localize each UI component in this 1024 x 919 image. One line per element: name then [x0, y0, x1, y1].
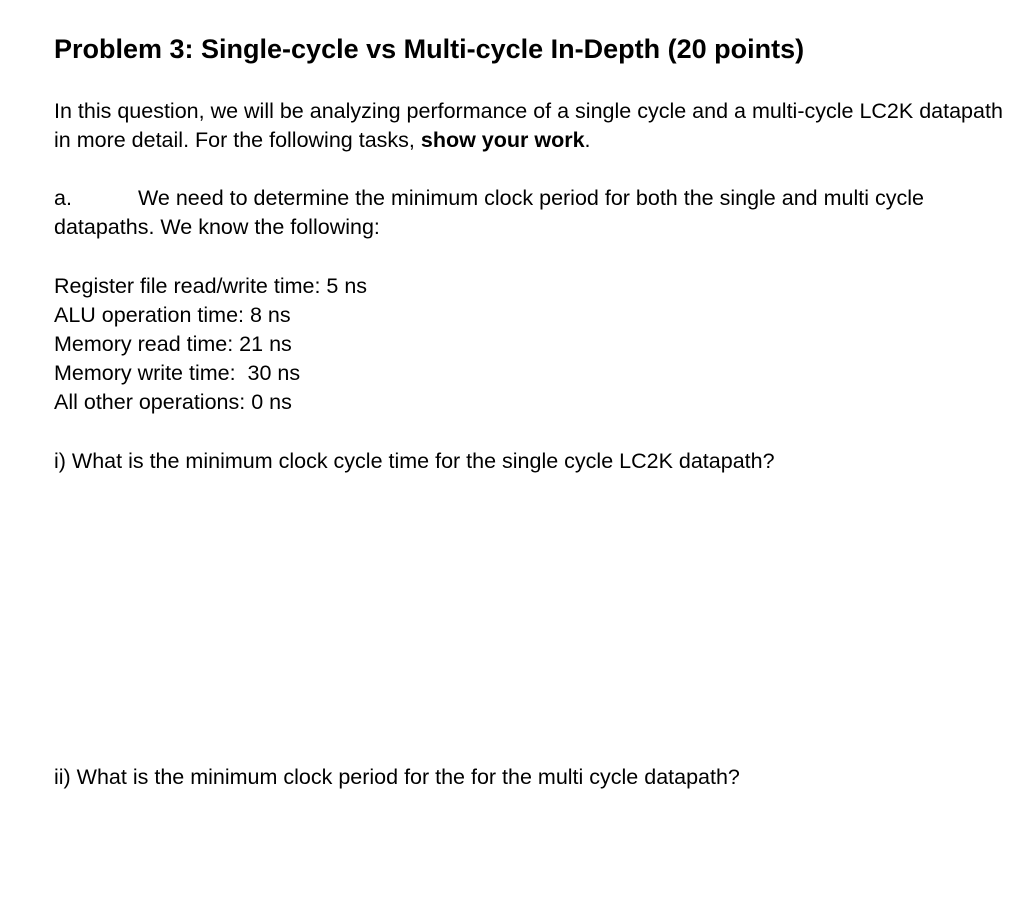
given-alu: ALU operation time: 8 ns: [54, 303, 291, 327]
part-a-label: a.: [54, 186, 72, 210]
given-values-list: [54, 272, 1004, 417]
given-memory-write: Memory write time: 30 ns: [54, 361, 301, 385]
intro-paragraph: [54, 97, 1004, 154]
document-page: [54, 30, 1004, 789]
intro-text: In this question, we will be analyzing performance of a single cycle and a multi-cycle LC2K datapath in more detail. For the following tasks,: [54, 99, 1003, 152]
intro-text-end: .: [584, 127, 591, 152]
given-memory-read: Memory read time: 21 ns: [54, 332, 292, 356]
problem-title: Problem 3: Single-cycle vs Multi-cycle In-Depth (20 points): [54, 34, 805, 64]
given-register-file: Register file read/write time: 5 ns: [54, 274, 368, 298]
part-a-paragraph: [54, 184, 1004, 241]
intro-bold-text: show your work: [420, 127, 585, 152]
given-other: All other operations: 0 ns: [54, 390, 292, 414]
question-ii: ii) What is the minimum clock period for the for the multi cycle datapath?: [54, 765, 740, 789]
part-a-text: We need to determine the minimum clock period for both the single and multi cycle datapaths. We know the following:: [54, 186, 924, 239]
question-i: i) What is the minimum clock cycle time for the single cycle LC2K datapath?: [54, 449, 775, 473]
